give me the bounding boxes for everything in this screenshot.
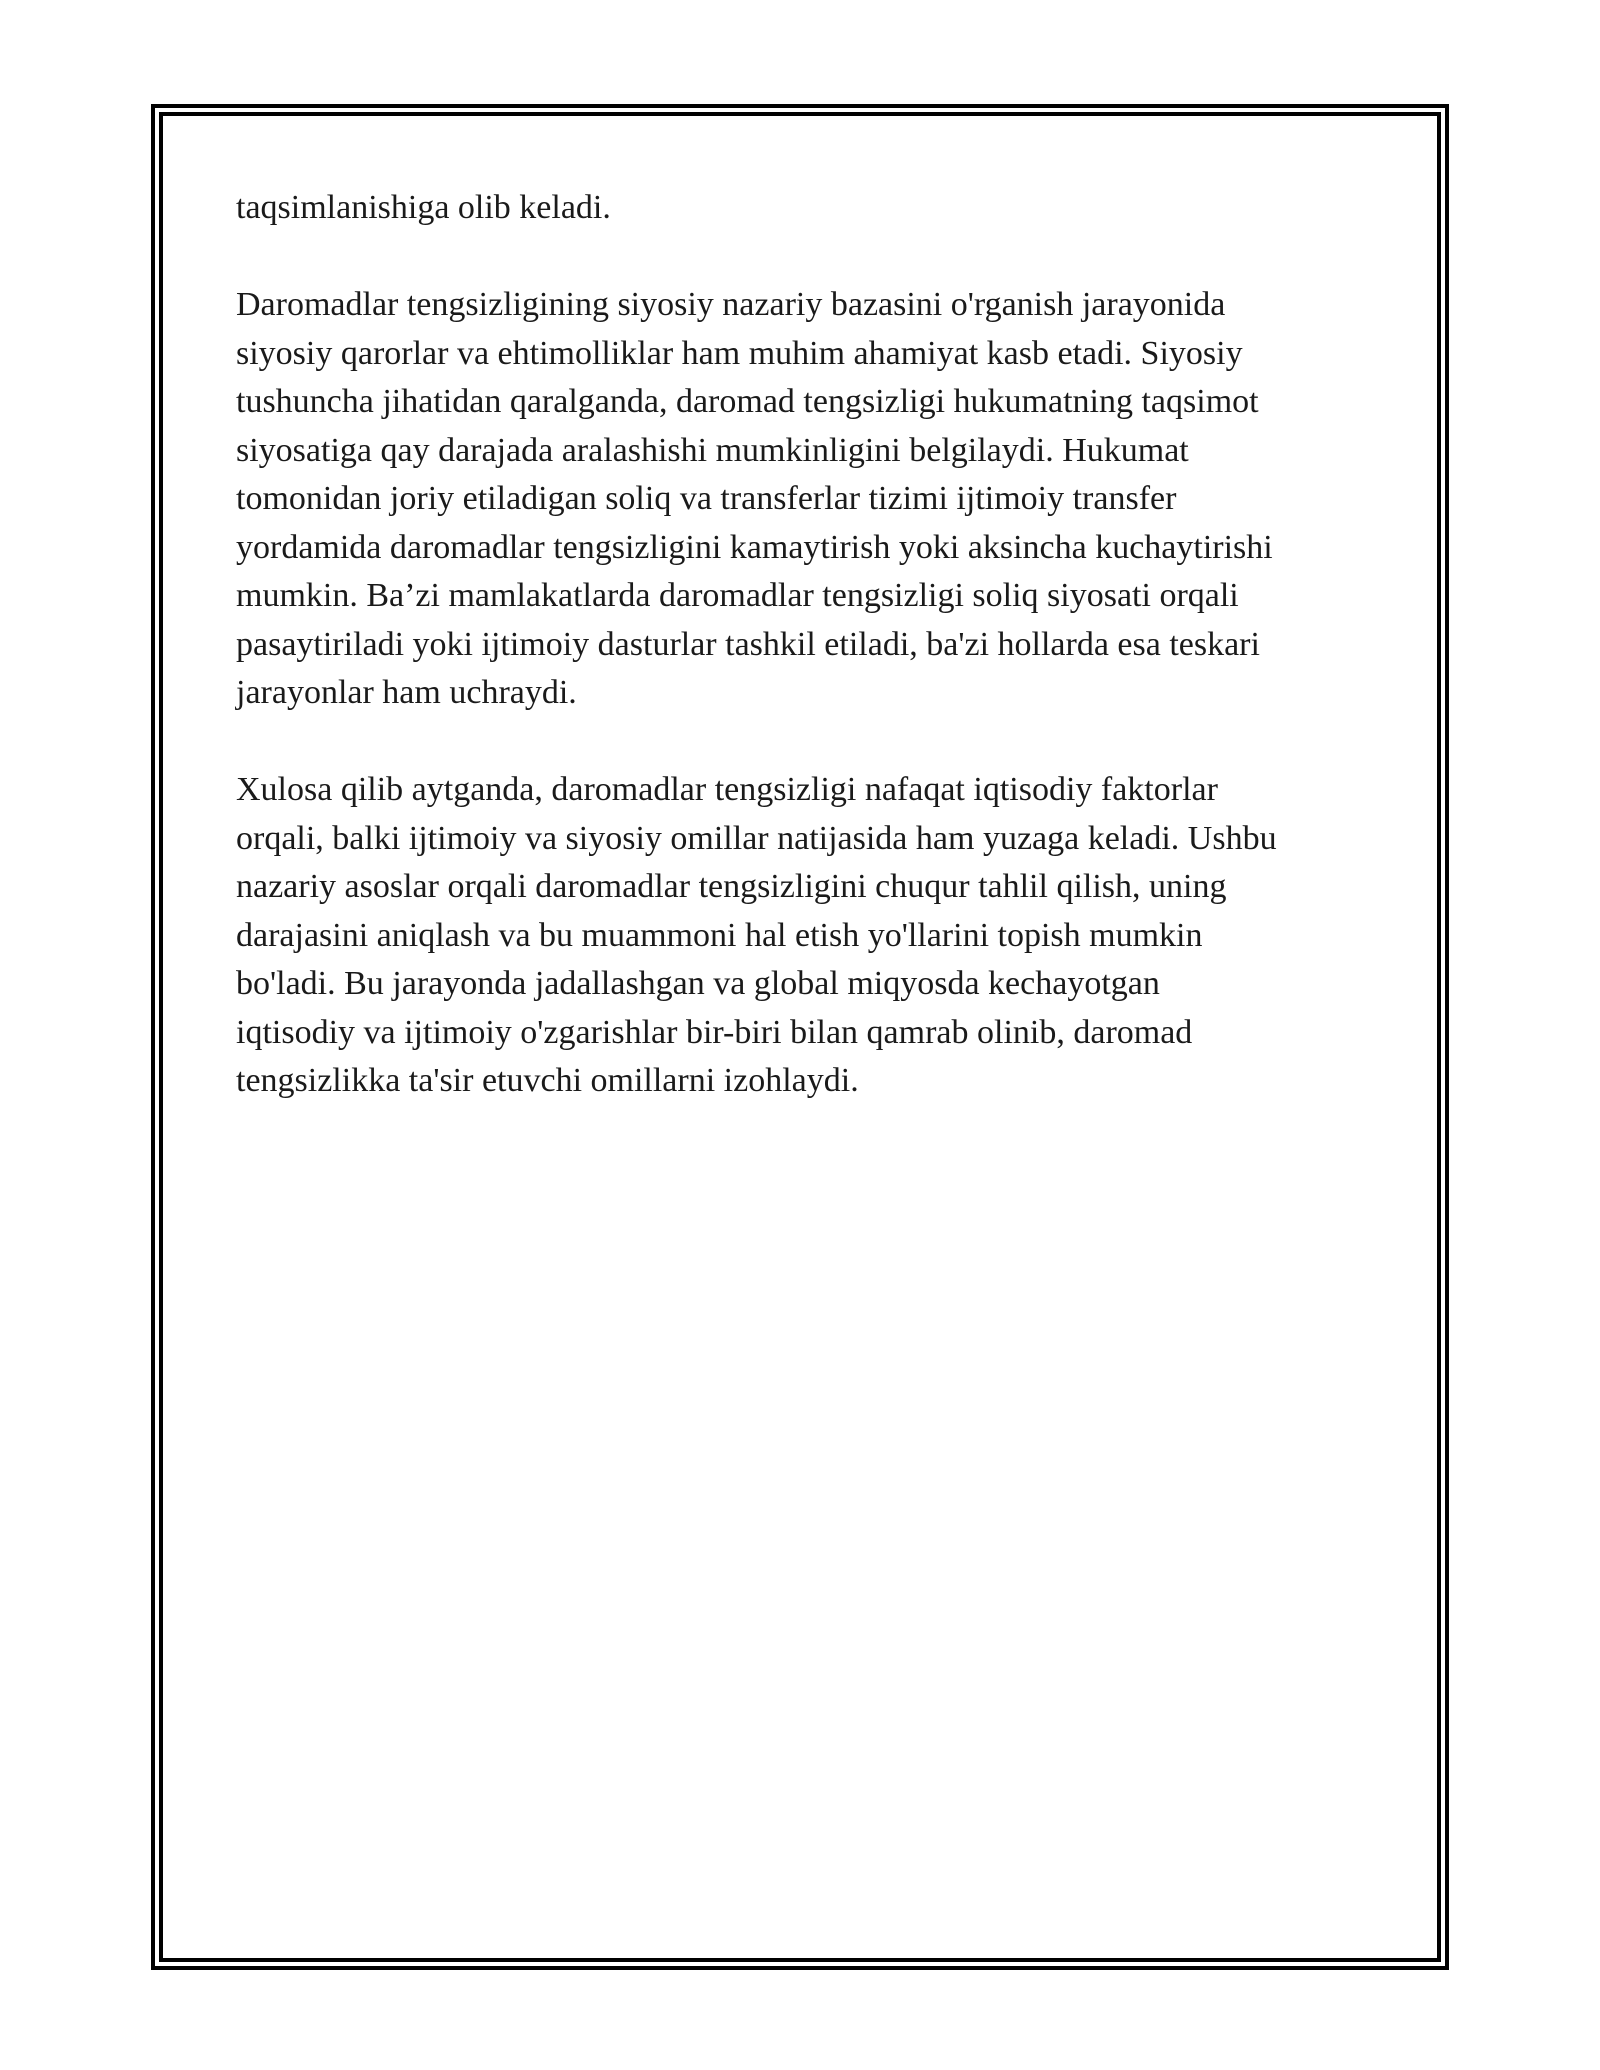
- text-line: tomonidan joriy etiladigan soliq va transferlar tizimi ijtimoiy transfer: [236, 480, 1177, 517]
- paragraph-2: [236, 281, 1371, 718]
- paragraph-1: [236, 184, 1371, 233]
- text-line: darajasini aniqlash va bu muammoni hal etish yo'llarini topish mumkin: [236, 916, 1203, 954]
- text-line: taqsimlanishiga olib keladi.: [236, 189, 611, 226]
- text-line: jarayonlar ham uchraydi.: [236, 674, 577, 711]
- text-line: siyosatiga qay darajada aralashishi mumkinligini belgilaydi. Hukumat: [236, 431, 1189, 469]
- text-line: tengsizlikka ta'sir etuvchi omillarni izohlaydi.: [236, 1062, 859, 1099]
- text-line: tushuncha jihatidan qaralganda, daromad tengsizligi hukumatning taqsimot: [236, 383, 1259, 420]
- text-line: Xulosa qilib aytganda, daromadlar tengsizligi nafaqat iqtisodiy faktorlar: [236, 771, 1218, 808]
- text-line: yordamida daromadlar tengsizligini kamaytirish yoki aksincha kuchaytirishi: [236, 528, 1273, 566]
- text-line: Daromadlar tengsizligining siyosiy nazariy bazasini o'rganish jarayonida: [236, 286, 1226, 323]
- text-line: nazariy asoslar orqali daromadlar tengsizligini chuqur tahlil qilish, uning: [236, 868, 1227, 905]
- text-line: iqtisodiy va ijtimoiy o'zgarishlar bir-biri bilan qamrab olinib, daromad: [236, 1013, 1193, 1051]
- text-line: pasaytiriladi yoki ijtimoiy dasturlar tashkil etiladi, ba'zi hollarda esa teskari: [236, 625, 1260, 663]
- text-line: bo'ladi. Bu jarayonda jadallashgan va global miqyosda kechayotgan: [236, 965, 1160, 1002]
- paragraph-3: [236, 766, 1371, 1106]
- document-body: [236, 184, 1371, 1154]
- text-line: siyosiy qarorlar va ehtimolliklar ham muhim ahamiyat kasb etadi. Siyosiy: [236, 334, 1243, 372]
- text-line: orqali, balki ijtimoiy va siyosiy omillar natijasida ham yuzaga keladi. Ushbu: [236, 819, 1277, 857]
- text-line: mumkin. Ba’zi mamlakatlarda daromadlar tengsizligi soliq siyosati orqali: [236, 577, 1239, 614]
